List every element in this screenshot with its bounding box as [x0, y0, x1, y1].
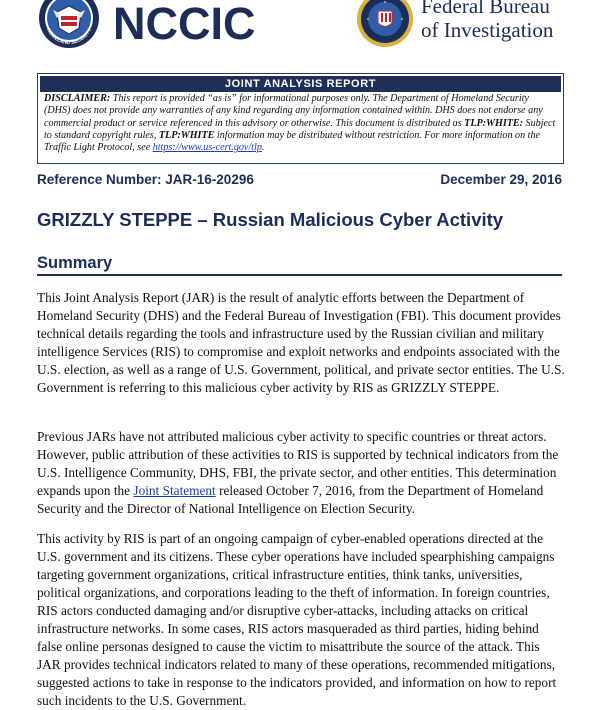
reference-number: Reference Number: JAR-16-20296: [37, 172, 254, 187]
tlp-white-label-1: TLP:WHITE:: [464, 117, 524, 129]
document-header: [0, 0, 600, 62]
disclaimer-label: DISCLAIMER:: [44, 93, 111, 104]
fbi-seal-logo: [356, 0, 414, 49]
nccic-logo-text: NCCIC: [113, 0, 256, 49]
summary-paragraph-2: [37, 428, 565, 518]
tlp-link[interactable]: https://www.us-cert.gov/tlp: [152, 142, 262, 154]
paragraph-2-text-before-link: Previous JARs have not attributed malicious cyber activity to specific countries or threat actors. However, public attribution of these activities to RIS is supported by technical indicators from the U.S. Intelligence Community, DHS, FBI, the private sector, and other entities. This determination expands upon the: [37, 429, 559, 498]
disclaimer-end: .: [261, 142, 265, 154]
fbi-logo-text: [421, 0, 553, 42]
joint-analysis-report-box: [37, 73, 564, 164]
fbi-text-line-2: of Investigation: [421, 18, 554, 42]
fbi-text-line-1: Federal Bureau: [421, 0, 550, 18]
document-title: GRIZZLY STEPPE – Russian Malicious Cyber Activity: [37, 209, 504, 230]
tlp-white-label-2: TLP:WHITE: [158, 129, 215, 141]
report-date: December 29, 2016: [440, 172, 562, 187]
joint-statement-link[interactable]: Joint Statement: [133, 483, 216, 498]
disclaimer-text-part-3: information may be distributed without restriction. For more information on the Traffic Light Protocol, see: [44, 129, 540, 154]
summary-paragraph-3: This activity by RIS is part of an ongoing campaign of cyber-enabled operations directed at the U.S. government and its citizens. These cyber operations have included spearphishing campaigns targeting government organizations, critical infrastructure entities, think tanks, universities, political organizations, and corporations leading to the theft of information. In foreign countries, RIS actors conducted damaging and/or disruptive cyber-attacks, including attacks on critical infrastructure networks. In some cases, RIS actors masqueraded as third parties, hiding behind false online personas designed to cause the victim to misattribute the source of the attack. This JAR provides technical indicators related to many of these operations, recommended mitigations, suggested actions to take in response to the indicators provided, and information on how to report such incidents to the U.S. Government.: [37, 531, 557, 708]
summary-divider: [37, 274, 562, 276]
jar-box-title: JOINT ANALYSIS REPORT: [40, 76, 561, 92]
paragraph-2-text-after-link: released October 7, 2016, from the Department of Homeland Security and the Director of National Intelligence on Election Security.: [37, 483, 544, 516]
disclaimer-text-part-1: This report is provided “as is” for informational purposes only. The Department of Homeland Security (DHS) does not provide any warranties of any kind regarding any information contained within. DHS does not endorse any commercial product or service referenced in this advisory or otherwise. This document is distributed as: [44, 93, 543, 129]
dhs-seal-logo: [37, 0, 101, 54]
summary-paragraph-1: This Joint Analysis Report (JAR) is the result of analytic efforts between the Department of Homeland Security (DHS) and the Federal Bureau of Investigation (FBI). This document provides technical details regarding the tools and infrastructure used by the Russian civilian and military intelligence Services (RIS) to compromise and exploit networks and endpoints associated with the U.S. election, as well as a range of U.S. Government, political, and private sector entities. The U.S. Government is referring to this malicious cyber activity by RIS as GRIZZLY STEPPE.: [37, 290, 565, 395]
disclaimer-text-part-2: Subject to standard copyright rules,: [44, 117, 556, 141]
dhs-seal-text: HOMELAND SECURITY: [45, 27, 93, 47]
summary-heading: Summary: [37, 254, 113, 272]
disclaimer-text: [38, 92, 563, 154]
